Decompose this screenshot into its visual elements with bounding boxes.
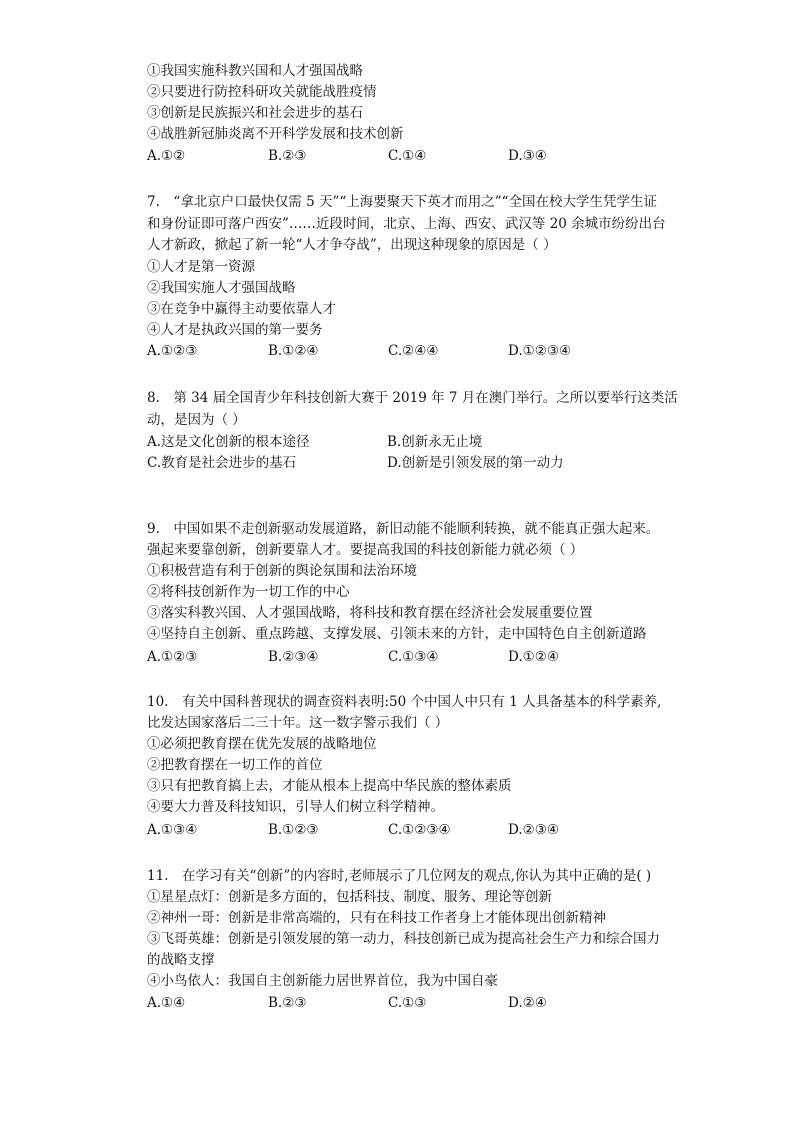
option-d: D.①②④ <box>508 649 559 665</box>
option-b: B.创新永无止境 <box>387 434 483 450</box>
statement: ④坚持自主创新、重点跨越、支撑发展、引领未来的方针，走中国特色自主创新道路 <box>147 626 647 642</box>
question-11-stem: 11. 在学习有关“创新”的内容时,老师展示了几位网友的观点,你认为其中正确的是( ) <box>147 868 652 884</box>
option-b: B.②③ <box>268 995 307 1011</box>
statement: ③只有把教育搞上去，才能从根本上提高中华民族的整体素质 <box>147 778 512 794</box>
option-a: A.①③④ <box>147 822 198 838</box>
option-c: C.②④④ <box>388 343 439 359</box>
question-7-stem: 7. “拿北京户口最快仅需 5 天”“上海要聚天下英才而用之”“全国在校大学生凭学生证 <box>147 194 658 210</box>
question-7-stem: 人才新政，掀起了新一轮“人才争夺战”，出现这种现象的原因是（ ） <box>147 237 557 253</box>
statement: ①积极营造有利于创新的舆论氛围和法治环境 <box>147 563 417 579</box>
option-a: A.①②③ <box>147 343 198 359</box>
statement: ①人才是第一资源 <box>147 259 255 275</box>
option-d: D.②③④ <box>508 822 559 838</box>
question-10-stem: 10. 有关中国科普现状的调查资料表明:50 个中国人中只有 1 人具备基本的科学素养, <box>147 694 662 710</box>
option-a: A.①② <box>147 148 186 164</box>
statement: ①必须把教育摆在优先发展的战略地位 <box>147 736 377 752</box>
question-7-stem: 和身份证即可落户西安”……近段时间，北京、上海、西安、武汉等 20 余城市纷纷出台 <box>147 216 666 232</box>
statement: ②把教育摆在一切工作的首位 <box>147 757 323 773</box>
statement: ②神州一哥：创新是非常高端的，只有在科技工作者身上才能体现出创新精神 <box>147 910 606 926</box>
statement: ③飞哥英雄：创新是引领发展的第一动力，科技创新已成为提高社会生产力和综合国力 <box>147 931 660 947</box>
option-d: D.①②③④ <box>508 343 572 359</box>
option-b: B.①②④ <box>268 343 319 359</box>
option-c: C.①③ <box>388 995 427 1011</box>
statement: ①我国实施科教兴国和人才强国战略 <box>147 63 363 79</box>
option-a: A.这是文化创新的根本途径 <box>147 434 310 450</box>
option-c: C.①④ <box>388 148 427 164</box>
option-b: B.①②③ <box>268 822 319 838</box>
statement: ④小鸟依人：我国自主创新能力居世界首位，我为中国自豪 <box>147 973 498 989</box>
option-b: B.②③ <box>268 148 307 164</box>
question-8-stem: 8. 第 34 届全国青少年科技创新大赛于 2019 年 7 月在澳门举行。之所以要举行这类活 <box>147 390 678 406</box>
statement: ④要大力普及科技知识，引导人们树立科学精神。 <box>147 799 444 815</box>
statement: ②将科技创新作为一切工作的中心 <box>147 584 350 600</box>
statement: ①星星点灯：创新是多方面的，包括科技、制度、服务、理论等创新 <box>147 889 552 905</box>
option-a: A.①②③ <box>147 649 198 665</box>
statement: ②只要进行防控科研攻关就能战胜疫情 <box>147 84 377 100</box>
statement: ③在竞争中赢得主动要依靠人才 <box>147 301 336 317</box>
statement: ②我国实施人才强国战略 <box>147 280 296 296</box>
option-d: D.②④ <box>508 995 547 1011</box>
option-c: C.①③④ <box>388 649 439 665</box>
option-b: B.②③④ <box>268 649 319 665</box>
question-9-stem: 9. 中国如果不走创新驱动发展道路，新旧动能不能顺利转换，就不能真正强大起来。 <box>147 521 660 537</box>
statement: ④战胜新冠肺炎离不开科学发展和技术创新 <box>147 126 404 142</box>
question-8-stem: 动，是因为（ ） <box>147 412 246 428</box>
option-a: A.①④ <box>147 995 186 1011</box>
question-10-stem: 比发达国家落后二三十年。这一数字警示我们（ ） <box>147 715 449 731</box>
statement-continuation: 的战略支撑 <box>147 952 215 968</box>
option-c: C.①②③④ <box>388 822 451 838</box>
question-9-stem: 强起来要靠创新，创新要靠人才。要提高我国的科技创新能力就必须（ ） <box>147 542 584 558</box>
statement: ④人才是执政兴国的第一要务 <box>147 322 323 338</box>
option-d: D.创新是引领发展的第一动力 <box>387 455 564 471</box>
option-d: D.③④ <box>508 148 547 164</box>
statement: ③落实科教兴国、人才强国战略，将科技和教育摆在经济社会发展重要位置 <box>147 605 593 621</box>
option-c: C.教育是社会进步的基石 <box>147 455 297 471</box>
statement: ③创新是民族振兴和社会进步的基石 <box>147 105 363 121</box>
